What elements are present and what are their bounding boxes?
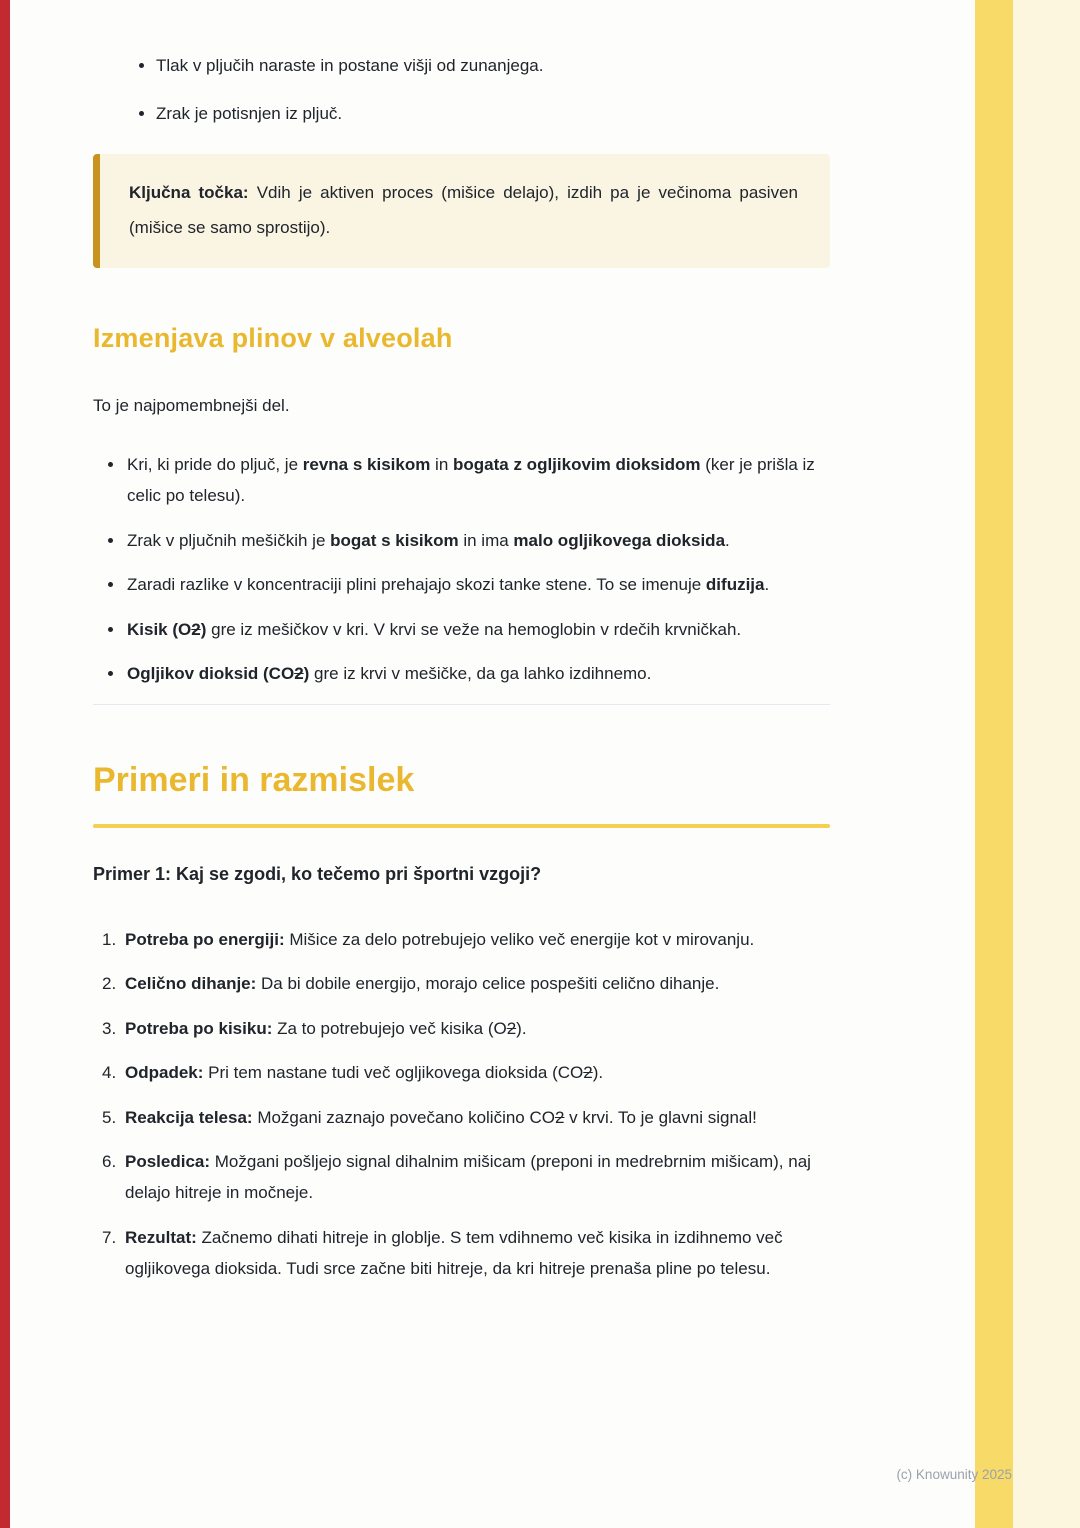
numbered-item [93,924,830,955]
item-number: 4. [102,1063,117,1083]
list-item: • Zrak v pljučnih mešičkih je bogat s kisikom in ima malo ogljikovega dioksida. [125,525,830,556]
key-point-text: Ključna točka: Vdih je aktiven proces (mišice delajo), izdih pa je večinoma pasiven (mišice se samo sprostijo). [129,182,798,237]
numbered-item [93,968,830,999]
alveoli-bullet-list [93,449,830,690]
list-item: • Kisik (O2) gre iz mešičkov v kri. V krvi se veže na hemoglobin v rdečih krvničkah. [125,614,830,645]
list-item: • Tlak v pljučih naraste in postane višji od zunanjega. [156,50,830,81]
numbered-item [93,1057,830,1088]
numbered-item [93,1013,830,1044]
right-yellow-stripe [975,0,1013,1528]
item-text: Potreba po kisiku: Za to potrebujejo več kisika (O2). [125,1018,527,1038]
section-title-izmenjava: Izmenjava plinov v alveolah [93,322,453,353]
right-cream-margin [1013,0,1080,1528]
section-lead-text: To je najpomembnejši del. [93,395,290,415]
section-divider [93,704,830,705]
section-title-primeri: Primeri in razmislek [93,760,415,799]
item-number: 6. [102,1151,117,1171]
item-number: 1. [102,929,117,949]
numbered-item [93,1146,830,1209]
example-steps-list [93,924,830,1285]
item-number: 7. [102,1227,117,1247]
list-item: • Zaradi razlike v koncentraciji plini prehajajo skozi tanke stene. To se imenuje difuzija. [125,569,830,600]
page-content [93,0,830,1298]
item-text: Celično dihanje: Da bi dobile energijo, morajo celice pospešiti celično dihanje. [125,974,720,994]
list-item: • Kri, ki pride do pljuč, je revna s kisikom in bogata z ogljikovim dioksidom (ker je prišla iz celic po telesu). [125,449,830,512]
item-number: 2. [102,974,117,994]
item-text: Reakcija telesa: Možgani zaznajo povečano količino CO2 v krvi. To je glavni signal! [125,1107,757,1127]
item-text: Rezultat: Začnemo dihati hitreje in globlje. S tem vdihnemo več kisika in izdihnemo več ogljikovega dioksida. Tudi srce začne biti hitreje, da kri hitreje prenaša pline po telesu. [125,1227,783,1279]
list-item: • Ogljikov dioksid (CO2) gre iz krvi v mešičke, da ga lahko izdihnemo. [125,658,830,689]
list-item: • Zrak je potisnjen iz pljuč. [156,98,830,129]
copyright-footer: (c) Knowunity 2025 [896,1467,1012,1482]
item-text: Potreba po energiji: Mišice za delo potrebujejo veliko več energije kot v mirovanju. [125,929,755,949]
item-number: 3. [102,1018,117,1038]
intro-bullet-list [93,50,830,130]
heading-underline [93,824,830,828]
item-text: Odpadek: Pri tem nastane tudi več ogljikovega dioksida (CO2). [125,1063,604,1083]
left-red-stripe [0,0,10,1528]
item-text: Posledica: Možgani pošljejo signal dihalnim mišicam (preponi in medrebrnim mišicam), naj delajo hitreje in močneje. [125,1151,811,1203]
key-point-callout [93,154,830,268]
numbered-item [93,1102,830,1133]
example-subtitle: Primer 1: Kaj se zgodi, ko tečemo pri športni vzgoji? [93,864,542,885]
item-number: 5. [102,1107,117,1127]
numbered-item [93,1222,830,1285]
